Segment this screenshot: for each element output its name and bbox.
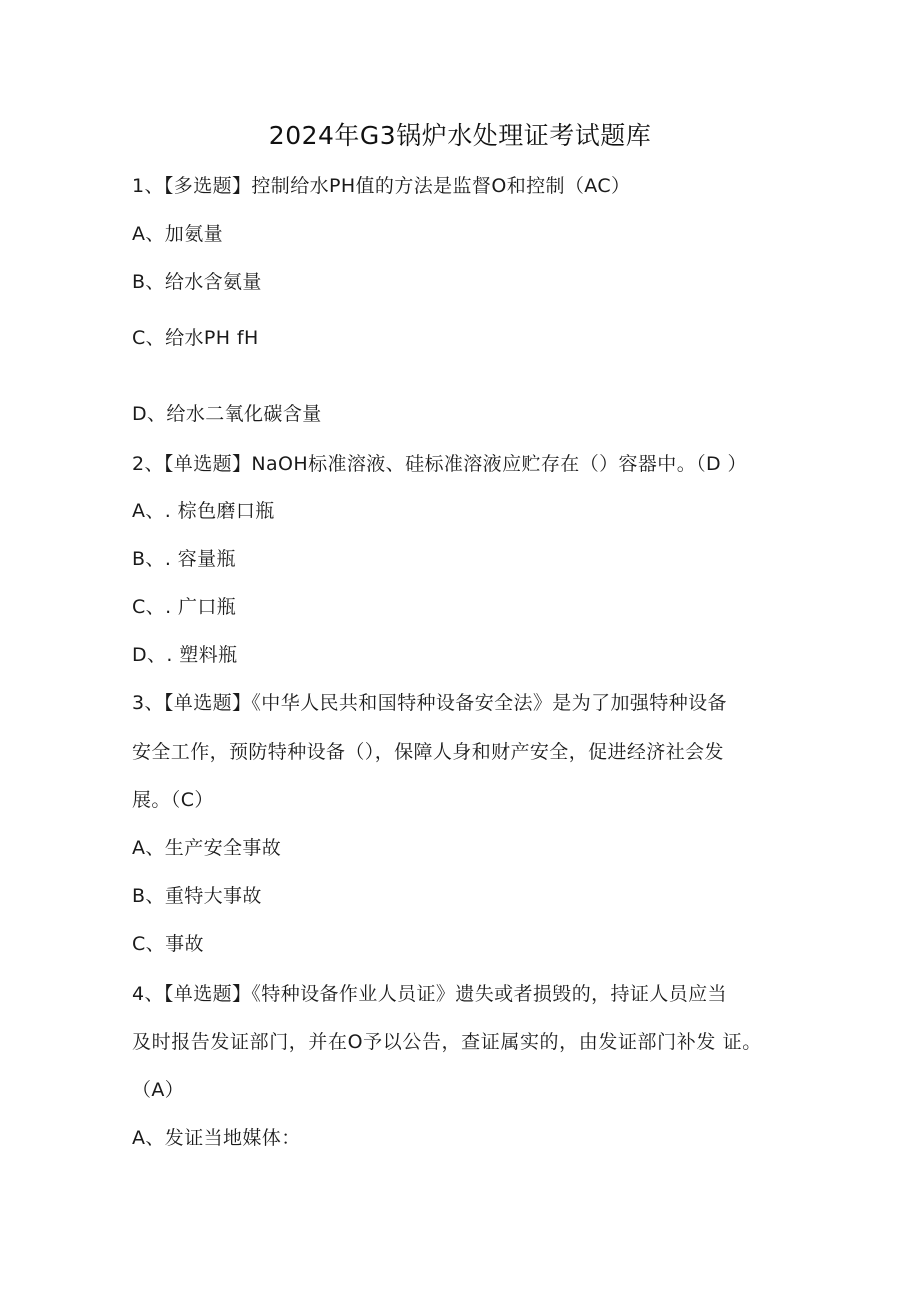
question-3-option-b: B、重特大事故 [132,885,262,907]
document-title: 2024年G3锅炉水处理证考试题库 [268,121,652,150]
question-3-option-a: A、生产安全事故 [132,837,282,859]
question-1-option-b: B、给水含氨量 [132,271,262,293]
question-4-stem-line-3: （A） [132,1079,185,1101]
question-2-stem: 2、【单选题】NaOH标准溶液、硅标准溶液应贮存在（）容器中。（D ） [132,453,747,475]
question-1-option-a: A、加氨量 [132,223,223,245]
question-2-option-a: A、. 棕色磨口瓶 [132,500,275,522]
question-3-stem-line-3: 展。（C） [132,789,214,811]
question-1-option-c: C、给水PH fH [132,327,259,349]
question-4-option-a: A、发证当地媒体： [132,1127,301,1149]
question-3-option-c: C、事故 [132,933,204,955]
question-4-stem-line-1: 4、【单选题】《特种设备作业人员证》遗失或者损毁的，持证人员应当 [132,983,727,1005]
question-1-option-d: D、给水二氧化碳含量 [132,403,322,425]
question-1-stem: 1、【多选题】控制给水PH值的方法是监督O和控制（AC） [132,175,631,197]
question-2-option-d: D、. 塑料瓶 [132,644,238,666]
question-3-stem-line-1: 3、【单选题】《中华人民共和国特种设备安全法》是为了加强特种设备 [132,692,727,714]
question-4-stem-line-2: 及时报告发证部门，并在O予以公告，查证属实的，由发证部门补发 证。 [132,1031,762,1053]
question-2-option-b: B、. 容量瓶 [132,548,236,570]
question-3-stem-line-2: 安全工作，预防特种设备（），保障人身和财产安全，促进经济社会发 [132,741,724,763]
question-2-option-c: C、. 广口瓶 [132,596,237,618]
